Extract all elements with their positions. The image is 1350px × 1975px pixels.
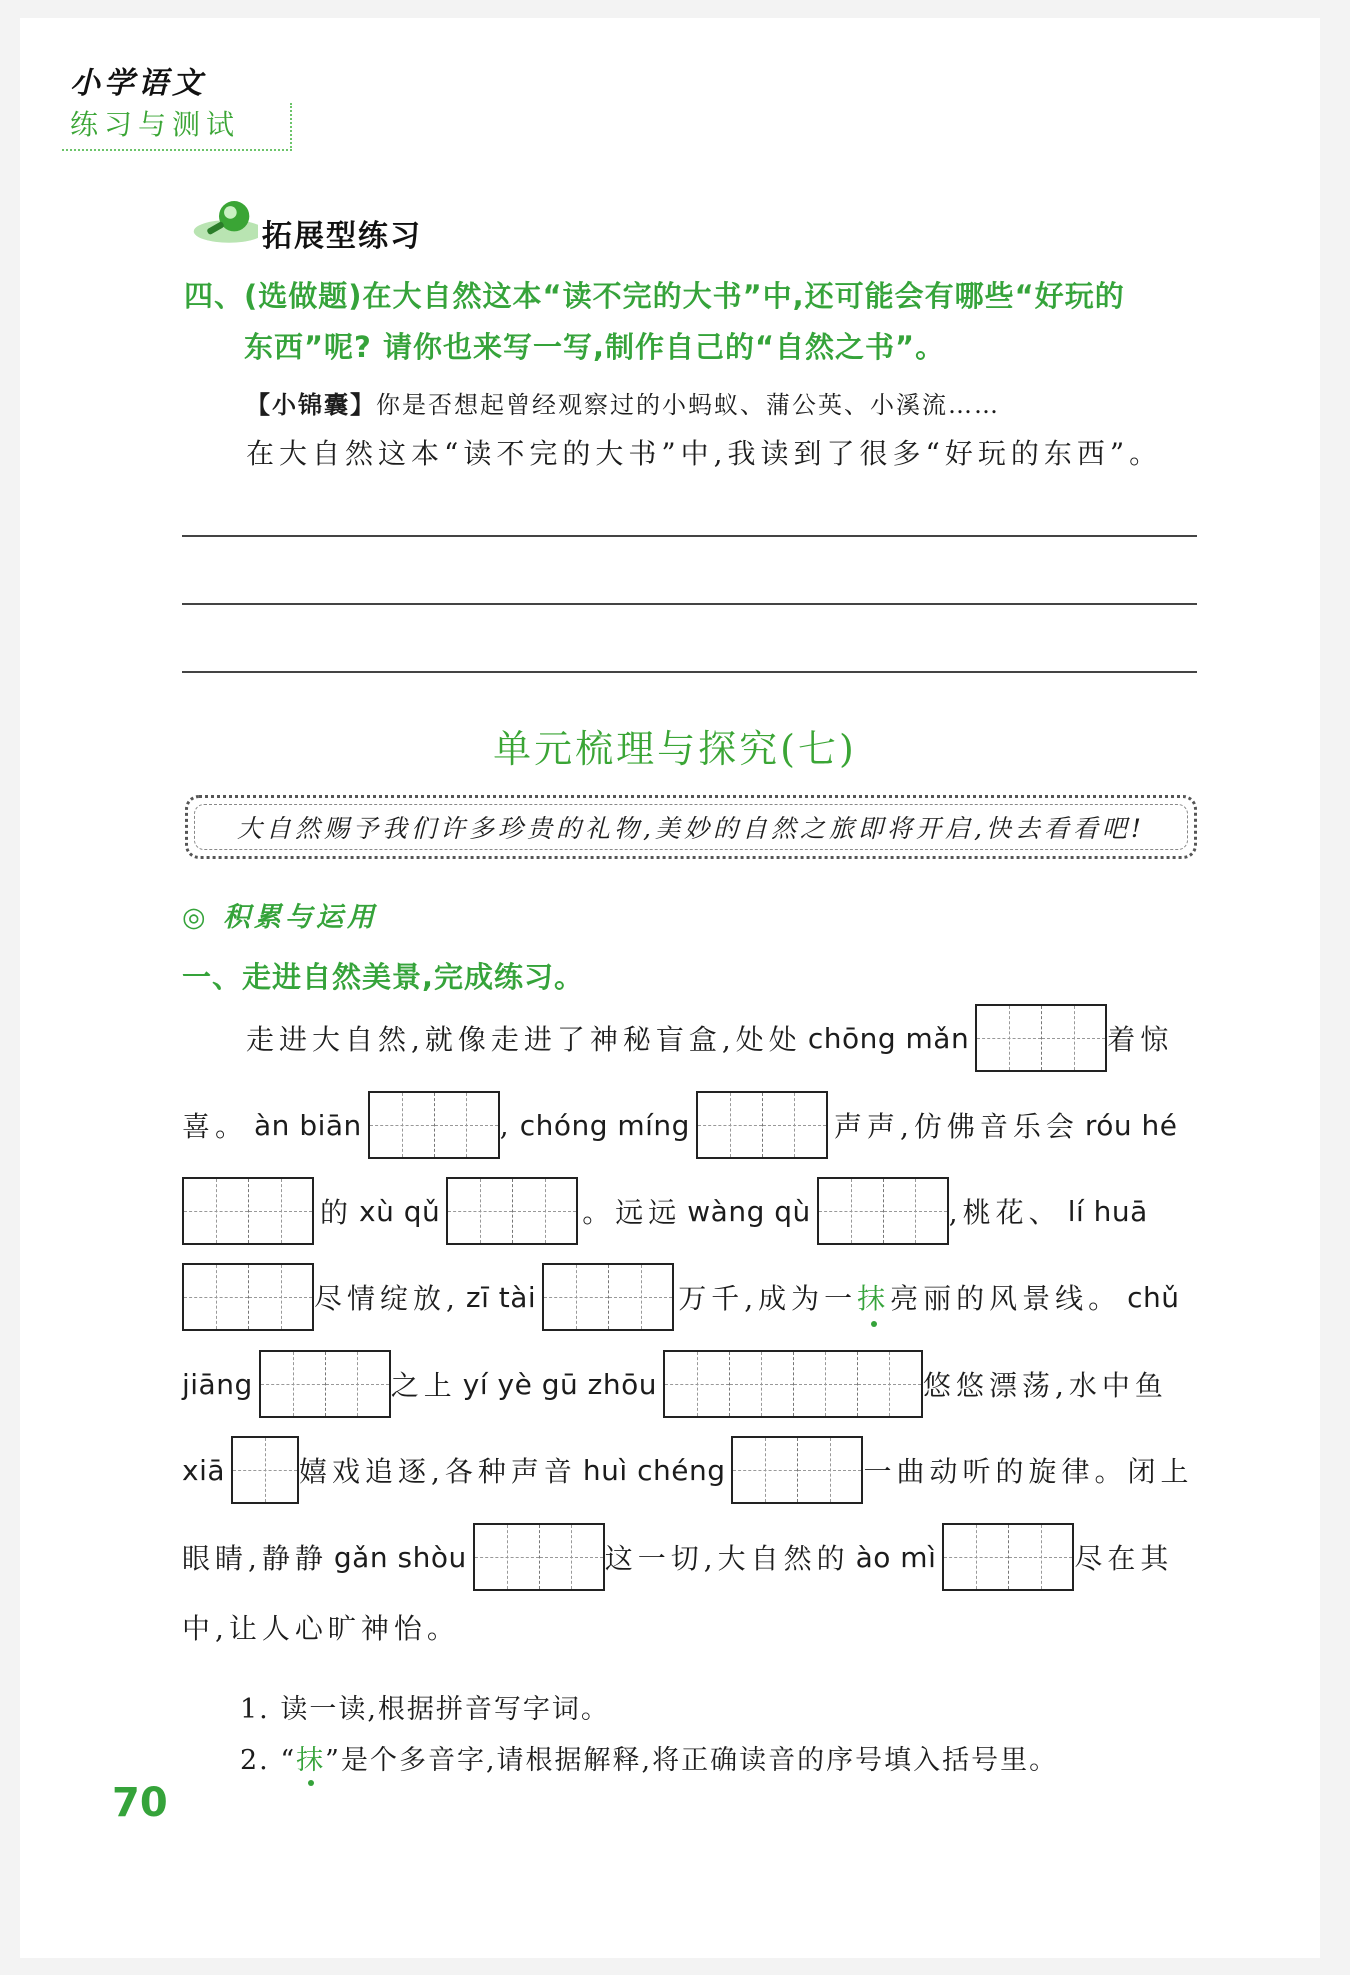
tip-text: 你是否想起曾经观察过的小蚂蚁、蒲公英、小溪流…… — [376, 391, 1000, 419]
answer-boxes[interactable] — [473, 1523, 605, 1591]
passage-text: 的 — [320, 1196, 354, 1229]
subsection-heading: ◎ 积累与运用 — [182, 902, 378, 933]
highlighted-character: 抹 — [857, 1277, 890, 1317]
answer-boxes[interactable] — [731, 1436, 863, 1504]
answer-boxes[interactable] — [663, 1350, 923, 1418]
passage-text: 尽在其 — [1074, 1542, 1174, 1575]
passage-text: 中,让人心旷神怡。 — [182, 1612, 460, 1645]
answer-boxes[interactable] — [542, 1263, 674, 1331]
pinyin: xù qǔ — [359, 1194, 441, 1228]
passage-text: 。远远 — [582, 1196, 682, 1229]
answer-boxes[interactable] — [817, 1177, 949, 1245]
book-subtitle: 练习与测试 — [62, 103, 292, 151]
answer-boxes[interactable] — [446, 1177, 578, 1245]
pinyin: chōng mǎn — [807, 1021, 970, 1055]
lead-sentence: 在大自然这本“读不完的大书”中,我读到了很多“好玩的东西”。 — [246, 437, 1163, 470]
answer-boxes[interactable] — [696, 1091, 828, 1159]
question-4-line1: 四、(选做题)在大自然这本“读不完的大书”中,还可能会有哪些“好玩的 — [184, 279, 1125, 313]
passage-text: 着惊 — [1107, 1023, 1174, 1056]
instruction-text: ”是个多音字,请根据解释,将正确读音的序号填入括号里。 — [325, 1745, 1059, 1776]
passage-line — [246, 1004, 1173, 1072]
instruction-1: 1. 读一读,根据拼音写字词。 — [240, 1694, 610, 1725]
passage-text: 走进大自然,就像走进了神秘盲盒,处处 — [246, 1023, 802, 1056]
writing-line[interactable] — [182, 603, 1197, 605]
highlighted-character: 抹 — [296, 1745, 326, 1776]
passage-line — [182, 1350, 1168, 1418]
unit-title: 单元梳理与探究(七) — [493, 727, 857, 771]
intro-text: 大自然赐予我们许多珍贵的礼物,美妙的自然之旅即将开启,快去看看吧! — [237, 814, 1145, 843]
pinyin: gǎn shòu — [333, 1540, 467, 1574]
passage-line — [182, 1593, 460, 1661]
answer-boxes[interactable] — [231, 1436, 299, 1504]
answer-boxes[interactable] — [259, 1350, 391, 1418]
writing-line[interactable] — [182, 671, 1197, 673]
passage-text: 嬉戏追逐,各种声音 — [299, 1455, 577, 1488]
intro-banner — [185, 795, 1197, 859]
passage-line — [182, 1263, 1186, 1331]
pinyin: lí huā — [1067, 1194, 1148, 1228]
pinyin: yí yè gū zhōu — [462, 1367, 657, 1401]
pinyin: ào mì — [855, 1540, 937, 1574]
pinyin: chóng míng — [519, 1108, 690, 1142]
passage-text: 之上 — [390, 1369, 457, 1402]
question-4-line2: 东西”呢? 请你也来写一写,制作自己的“自然之书”。 — [244, 330, 946, 364]
tip — [246, 385, 1000, 420]
passage-text: , — [499, 1108, 514, 1142]
passage-text: 亮丽的风景线。 — [890, 1282, 1122, 1315]
book-series-title: 小学语文 — [70, 66, 206, 101]
question-1: 一、走进自然美景,完成练习。 — [182, 960, 585, 994]
passage-text: 悠悠漂荡,水中鱼 — [922, 1369, 1168, 1402]
pinyin: jiāng — [182, 1367, 253, 1401]
passage-text: 尽情绽放, — [314, 1282, 460, 1315]
pinyin: chǔ — [1127, 1280, 1180, 1314]
answer-boxes[interactable] — [182, 1263, 314, 1331]
instruction-text: 2. “ — [240, 1745, 297, 1776]
passage-text: 一曲动听的旋律。闭上 — [863, 1455, 1194, 1488]
passage-text: ,桃花、 — [948, 1196, 1062, 1229]
passage-text: 万千,成为一 — [678, 1282, 858, 1315]
answer-boxes[interactable] — [368, 1091, 500, 1159]
instruction-2 — [240, 1738, 1058, 1777]
answer-boxes[interactable] — [942, 1523, 1074, 1591]
passage-text: 眼睛,静静 — [182, 1542, 328, 1575]
magnifier-icon — [180, 196, 258, 244]
pinyin: zī tài — [465, 1280, 537, 1314]
passage-line — [182, 1436, 1194, 1504]
passage-line — [182, 1177, 1154, 1245]
tip-label: 【小锦囊】 — [246, 391, 376, 419]
pinyin: róu hé — [1084, 1108, 1178, 1142]
page-number: 70 — [112, 1780, 168, 1826]
pinyin: àn biān — [254, 1108, 362, 1142]
pinyin: xiā — [182, 1453, 226, 1487]
writing-line[interactable] — [182, 535, 1197, 537]
answer-boxes[interactable] — [975, 1004, 1107, 1072]
passage-text: 喜。 — [182, 1110, 249, 1143]
passage-line — [182, 1523, 1173, 1591]
section-title: 拓展型练习 — [262, 219, 422, 254]
passage-text: 声声,仿佛音乐会 — [833, 1110, 1079, 1143]
passage-text: 这一切,大自然的 — [604, 1542, 850, 1575]
pinyin: wàng qù — [687, 1194, 811, 1228]
passage-line — [182, 1091, 1184, 1159]
pinyin: huì chéng — [582, 1453, 726, 1487]
answer-boxes[interactable] — [182, 1177, 314, 1245]
